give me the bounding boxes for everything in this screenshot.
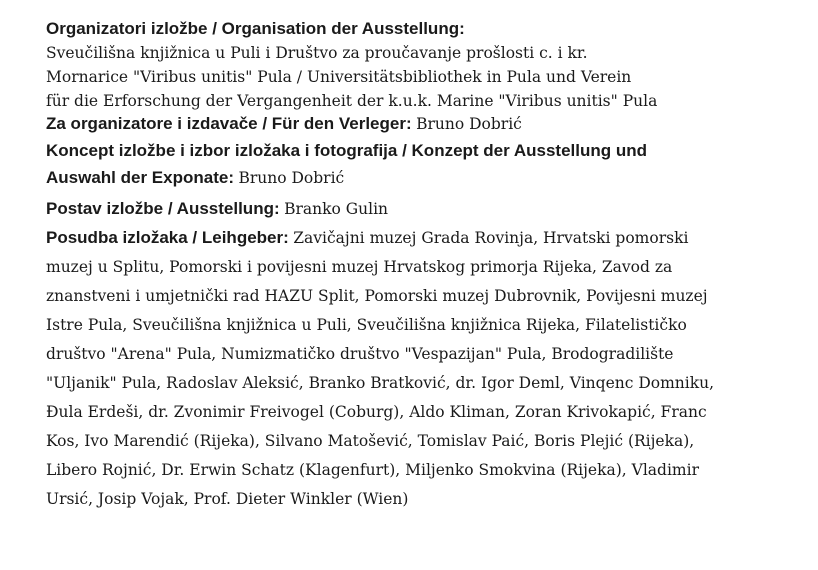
lenders-line-4: društvo "Arena" Pula, Numizmatičko društvo "Vespazijan" Pula, Brodogradilište <box>46 345 674 363</box>
setup-value: Branko Gulin <box>284 200 389 218</box>
organisers-line-2: Mornarice "Viribus unitis" Pula / Universitätsbibliothek in Pula und Verein <box>46 68 632 86</box>
concept-line-2: Auswahl der Exponate: Bruno Dobrić <box>46 168 345 187</box>
setup-line: Postav izložbe / Ausstellung: Branko Gulin <box>46 199 389 218</box>
concept-value: Bruno Dobrić <box>238 169 345 187</box>
publisher-line: Za organizatore i izdavače / Für den Verleger: Bruno Dobrić <box>46 114 522 133</box>
lenders-line-1: muzej u Splitu, Pomorski i povijesni muzej Hrvatskog primorja Rijeka, Zavod za <box>46 258 673 276</box>
lenders-line-2: znanstveni i umjetnički rad HAZU Split, Pomorski muzej Dubrovnik, Povijesni muzej <box>46 287 708 305</box>
publisher-value: Bruno Dobrić <box>416 115 522 133</box>
lenders-line-7: Kos, Ivo Marendić (Rijeka), Silvano Matošević, Tomislav Paić, Boris Plejić (Rijeka), <box>46 432 695 450</box>
concept-heading-line-1: Koncept izložbe i izbor izložaka i fotografija / Konzept der Ausstellung und <box>46 141 648 160</box>
lenders-line-3: Istre Pula, Sveučilišna knjižnica u Puli, Sveučilišna knjižnica Rijeka, Filatelističko <box>46 316 687 334</box>
lenders-first-line: Posudba izložaka / Leihgeber: Zavičajni muzej Grada Rovinja, Hrvatski pomorski <box>46 228 689 247</box>
organisers-line-3: für die Erforschung der Vergangenheit der k.u.k. Marine "Viribus unitis" Pula <box>46 92 658 110</box>
lenders-line-6: Đula Erdeši, dr. Zvonimir Freivogel (Coburg), Aldo Kliman, Zoran Krivokapić, Franc <box>46 403 707 421</box>
concept-heading-line-2: Auswahl der Exponate <box>46 168 229 187</box>
setup-heading: Postav izložbe / Ausstellung <box>46 199 274 218</box>
lenders-line-5: "Uljanik" Pula, Radoslav Aleksić, Branko Bratković, dr. Igor Deml, Vinqenc Domniku, <box>46 374 715 392</box>
lenders-line-8: Libero Rojnić, Dr. Erwin Schatz (Klagenfurt), Miljenko Smokvina (Rijeka), Vladimir <box>46 461 699 479</box>
organisers-colon: : <box>459 19 465 38</box>
organisers-heading-line <box>46 18 806 40</box>
lenders-line-9: Ursić, Josip Vojak, Prof. Dieter Winkler (Wien) <box>46 490 409 508</box>
organisers-line-1: Sveučilišna knjižnica u Puli i Društvo za proučavanje prošlosti c. i kr. <box>46 44 588 62</box>
organisers-heading: Organizatori izložbe / Organisation der Ausstellung <box>46 19 460 38</box>
lenders-first-line-text: Zavičajni muzej Grada Rovinja, Hrvatski pomorski <box>293 229 689 247</box>
publisher-heading: Za organizatore i izdavače / Für den Verleger <box>46 114 406 133</box>
lenders-heading: Posudba izložaka / Leihgeber <box>46 228 284 247</box>
